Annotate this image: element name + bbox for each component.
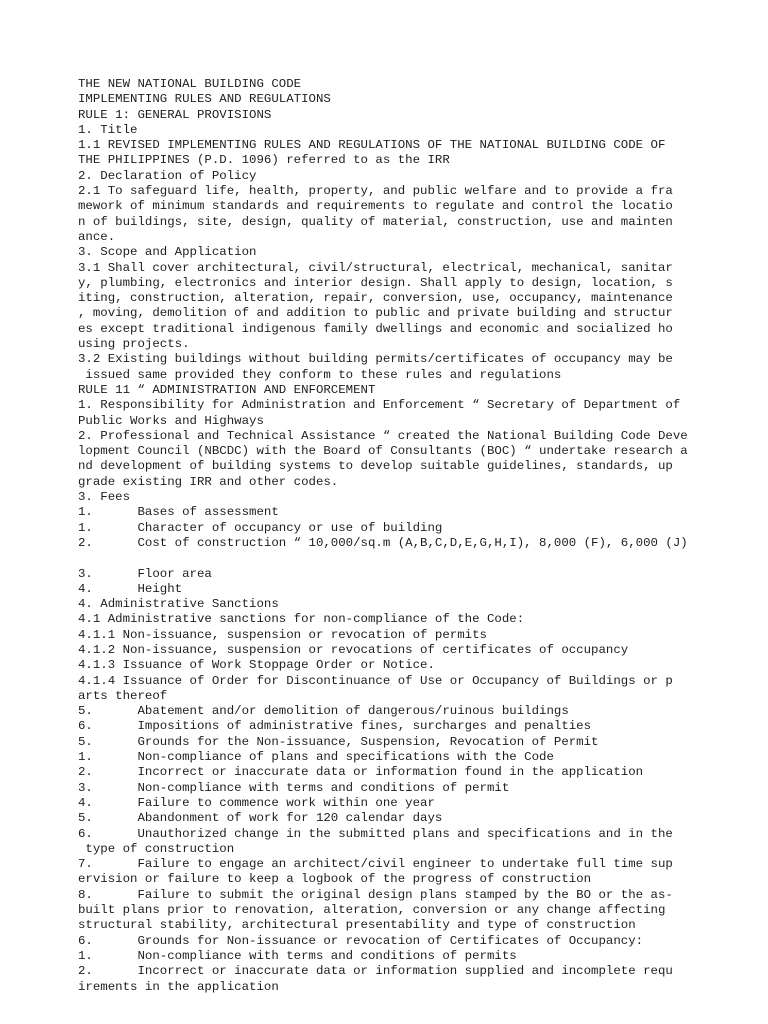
doc-line: 3.1 Shall cover architectural, civil/structural, electrical, mechanical, sanitar xyxy=(78,260,673,275)
doc-line: 6. Unauthorized change in the submitted plans and specifications and in the xyxy=(78,826,673,841)
doc-line: nd development of building systems to develop suitable guidelines, standards, up xyxy=(78,459,673,474)
doc-line: issued same provided they conform to these rules and regulations xyxy=(78,367,562,382)
doc-line: RULE 1: GENERAL PROVISIONS xyxy=(78,107,272,122)
document-page xyxy=(78,77,758,995)
doc-line: 4.1.2 Non-issuance, suspension or revocations of certificates of occupancy xyxy=(78,642,629,657)
doc-line: 1. Responsibility for Administration and Enforcement “ Secretary of Department of xyxy=(78,398,681,413)
doc-line: 4. Height xyxy=(78,581,183,596)
doc-line: 3. Floor area xyxy=(78,566,212,581)
doc-line: 2. Cost of construction “ 10,000/sq.m (A,B,C,D,E,G,H,I), 8,000 (F), 6,000 (J) xyxy=(78,535,688,550)
doc-line: grade existing IRR and other codes. xyxy=(78,474,339,489)
doc-line: 4.1.4 Issuance of Order for Discontinuance of Use or Occupancy of Buildings or p xyxy=(78,673,673,688)
doc-line xyxy=(78,551,758,566)
doc-line: 4.1 Administrative sanctions for non-compliance of the Code: xyxy=(78,612,525,627)
doc-line: 5. Abatement and/or demolition of dangerous/ruinous buildings xyxy=(78,704,569,719)
doc-line: type of construction xyxy=(78,841,235,856)
doc-line: 2. Declaration of Policy xyxy=(78,168,257,183)
doc-line: 4.1.1 Non-issuance, suspension or revocation of permits xyxy=(78,627,487,642)
doc-line: THE PHILIPPINES (P.D. 1096) referred to as the IRR xyxy=(78,153,450,168)
doc-line: 1. Non-compliance of plans and specifications with the Code xyxy=(78,750,554,765)
doc-line: 3. Non-compliance with terms and conditions of permit xyxy=(78,780,510,795)
doc-line: 3. Fees xyxy=(78,490,131,505)
doc-line: n of buildings, site, design, quality of material, construction, use and mainten xyxy=(78,214,673,229)
doc-line: arts thereof xyxy=(78,688,168,703)
doc-line: 2.1 To safeguard life, health, property, and public welfare and to provide a fra xyxy=(78,184,673,199)
doc-line: 5. Abandonment of work for 120 calendar days xyxy=(78,811,443,826)
doc-line: y, plumbing, electronics and interior design. Shall apply to design, location, s xyxy=(78,275,673,290)
doc-line: iting, construction, alteration, repair, conversion, use, occupancy, maintenance xyxy=(78,291,673,306)
doc-line: es except traditional indigenous family dwellings and economic and socialized ho xyxy=(78,321,673,336)
doc-line: structural stability, architectural presentability and type of construction xyxy=(78,918,636,933)
doc-line: ervision or failure to keep a logbook of the progress of construction xyxy=(78,872,592,887)
doc-line: mework of minimum standards and requirements to regulate and control the locatio xyxy=(78,199,673,214)
doc-line: , moving, demolition of and addition to public and private building and structur xyxy=(78,306,673,321)
doc-line: 1. Bases of assessment xyxy=(78,505,279,520)
doc-line: irements in the application xyxy=(78,979,279,994)
doc-line: IMPLEMENTING RULES AND REGULATIONS xyxy=(78,92,331,107)
doc-line: 7. Failure to engage an architect/civil engineer to undertake full time sup xyxy=(78,857,673,872)
doc-line: RULE 11 “ ADMINISTRATION AND ENFORCEMENT xyxy=(78,382,376,397)
doc-line: 4. Failure to commence work within one year xyxy=(78,795,435,810)
doc-line: 1. Character of occupancy or use of building xyxy=(78,520,443,535)
doc-line: 6. Impositions of administrative fines, surcharges and penalties xyxy=(78,719,592,734)
doc-line: 1. Non-compliance with terms and conditions of permits xyxy=(78,948,517,963)
doc-line: 3.2 Existing buildings without building permits/certificates of occupancy may be xyxy=(78,352,673,367)
doc-line: 3. Scope and Application xyxy=(78,245,257,260)
doc-line: 2. Incorrect or inaccurate data or information supplied and incomplete requ xyxy=(78,964,673,979)
doc-line: 4.1.3 Issuance of Work Stoppage Order or Notice. xyxy=(78,658,435,673)
doc-line: lopment Council (NBCDC) with the Board of Consultants (BOC) “ undertake research a xyxy=(78,444,688,459)
doc-line: Public Works and Highways xyxy=(78,413,264,428)
doc-line: 5. Grounds for the Non-issuance, Suspension, Revocation of Permit xyxy=(78,734,599,749)
doc-line: 1. Title xyxy=(78,122,138,137)
doc-line: THE NEW NATIONAL BUILDING CODE xyxy=(78,77,302,91)
doc-line: 2. Professional and Technical Assistance “ created the National Building Code Deve xyxy=(78,428,688,443)
doc-line: using projects. xyxy=(78,337,190,352)
doc-line: 1.1 REVISED IMPLEMENTING RULES AND REGULATIONS OF THE NATIONAL BUILDING CODE OF xyxy=(78,138,666,153)
doc-line: 2. Incorrect or inaccurate data or information found in the application xyxy=(78,765,644,780)
doc-line: 4. Administrative Sanctions xyxy=(78,597,279,612)
doc-line: 8. Failure to submit the original design plans stamped by the BO or the as- xyxy=(78,887,673,902)
doc-line: 6. Grounds for Non-issuance or revocation of Certificates of Occupancy: xyxy=(78,933,644,948)
doc-line: built plans prior to renovation, alteration, conversion or any change affecting xyxy=(78,903,666,918)
doc-line: ance. xyxy=(78,229,116,244)
